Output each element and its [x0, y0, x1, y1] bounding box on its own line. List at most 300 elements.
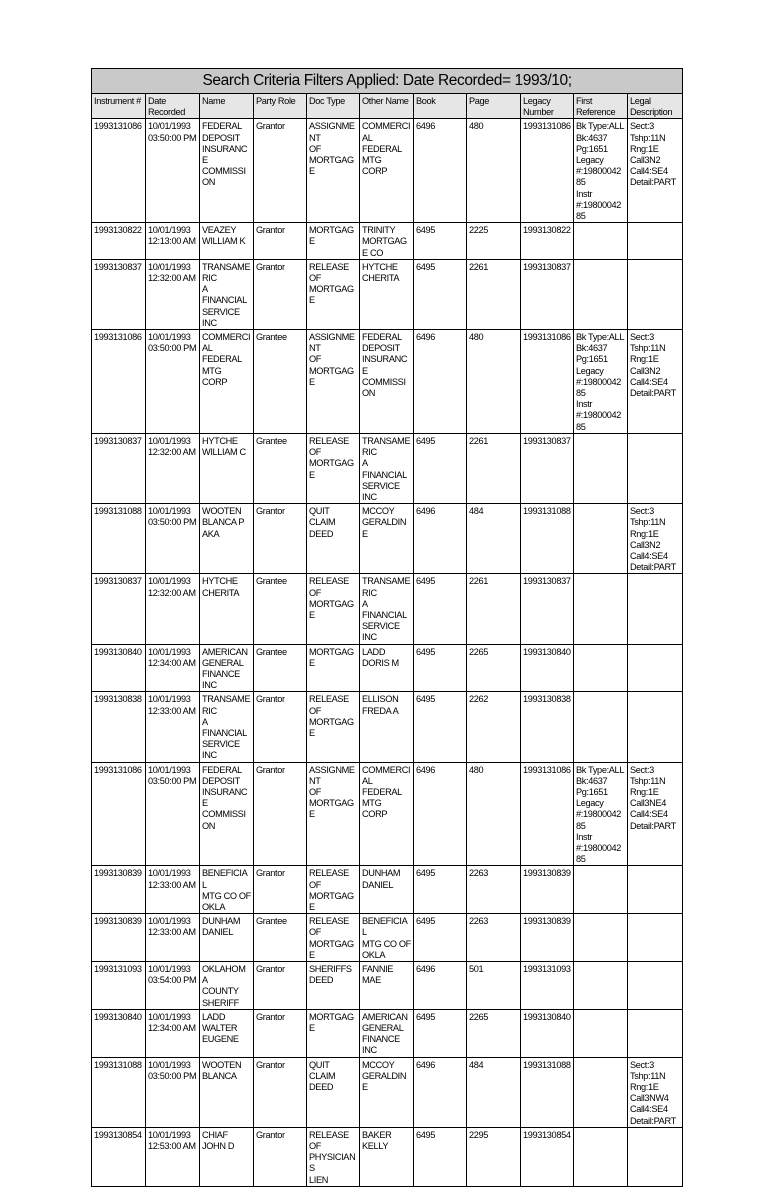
legacy-number-cell-text: 1993130838 [523, 694, 571, 705]
table-row [92, 914, 683, 962]
first-reference-cell [574, 1057, 628, 1127]
date-recorded-cell-text: 10/01/1993 12:33:00 AM [148, 694, 196, 716]
other-name-cell [360, 644, 414, 692]
first-reference-cell [574, 330, 628, 434]
legal-description-cell [628, 504, 683, 574]
instrument-number-cell [92, 433, 146, 503]
book-cell-text: 6496 [416, 964, 436, 975]
other-name-cell-text: HYTCHE CHERITA [362, 261, 400, 284]
column-header-doc-type: Doc Type [307, 94, 360, 119]
party-role-cell [254, 762, 307, 866]
instrument-number-cell-text: 1993131088 [94, 1059, 142, 1070]
other-name-cell [360, 433, 414, 503]
party-role-cell [254, 914, 307, 962]
other-name-cell [360, 692, 414, 762]
name-cell-text: FEDERAL DEPOSIT INSURANCE COMMISSION [202, 764, 248, 831]
legacy-number-cell-text: 1993131086 [523, 121, 571, 132]
name-cell-text: AMERICAN GENERAL FINANCE INC [202, 646, 248, 691]
book-cell [414, 504, 467, 574]
page-cell-text: 2262 [469, 694, 489, 705]
page-cell [467, 504, 521, 574]
party-role-cell [254, 259, 307, 329]
book-cell [414, 762, 467, 866]
name-cell [200, 1009, 254, 1057]
doc-type-cell [307, 504, 360, 574]
party-role-cell-text: Grantor [256, 261, 285, 272]
book-cell-text: 6496 [416, 506, 436, 517]
other-name-cell [360, 119, 414, 223]
legal-description-cell [628, 644, 683, 692]
party-role-cell [254, 574, 307, 644]
date-recorded-cell-text: 10/01/1993 12:34:00 AM [148, 646, 196, 668]
page-cell-text: 2263 [469, 868, 489, 879]
column-header-instrument: Instrument # [92, 94, 146, 119]
page-cell-text: 2261 [469, 261, 489, 272]
book-cell [414, 1127, 467, 1186]
column-header-other-name: Other Name [360, 94, 414, 119]
book-cell-text: 6495 [416, 435, 436, 446]
book-cell [414, 119, 467, 223]
book-cell [414, 692, 467, 762]
legal-description-cell [628, 223, 683, 260]
date-recorded-cell [146, 259, 200, 329]
legacy-number-cell [521, 1009, 574, 1057]
instrument-number-cell [92, 1127, 146, 1186]
legacy-number-cell-text: 1993130840 [523, 1011, 571, 1022]
instrument-number-cell [92, 223, 146, 260]
book-cell [414, 644, 467, 692]
party-role-cell [254, 433, 307, 503]
doc-type-cell [307, 1057, 360, 1127]
book-cell-text: 6495 [416, 576, 436, 587]
first-reference-cell-text: Bk Type:ALL Bk:4637 Pg:1651 Legacy #:1980004285 Instr #:1980004285 [576, 332, 625, 432]
legacy-number-cell-text: 1993131086 [523, 764, 571, 775]
instrument-number-cell [92, 574, 146, 644]
name-cell [200, 259, 254, 329]
date-recorded-cell-text: 10/01/1993 03:50:00 PM [148, 121, 197, 143]
party-role-cell [254, 644, 307, 692]
date-recorded-cell-text: 10/01/1993 12:32:00 AM [148, 576, 196, 598]
instrument-number-cell [92, 259, 146, 329]
table-row [92, 962, 683, 1010]
party-role-cell-text: Grantor [256, 694, 285, 705]
date-recorded-cell [146, 504, 200, 574]
doc-type-cell [307, 644, 360, 692]
party-role-cell-text: Grantor [256, 964, 285, 975]
date-recorded-cell-text: 10/01/1993 12:13:00 AM [148, 225, 196, 247]
date-recorded-cell [146, 1127, 200, 1186]
legacy-number-cell [521, 574, 574, 644]
legacy-number-cell-text: 1993131088 [523, 506, 571, 517]
party-role-cell-text: Grantor [256, 225, 285, 236]
doc-type-cell-text: SHERIFFS DEED [309, 964, 352, 986]
other-name-cell-text: BENEFICIAL MTG CO OF OKLA [362, 916, 411, 960]
instrument-number-cell-text: 1993130837 [94, 435, 142, 446]
legacy-number-cell [521, 962, 574, 1010]
date-recorded-cell-text: 10/01/1993 03:50:00 PM [148, 332, 197, 354]
date-recorded-cell [146, 1009, 200, 1057]
first-reference-cell [574, 574, 628, 644]
name-cell [200, 433, 254, 503]
table-row [92, 866, 683, 914]
party-role-cell-text: Grantor [256, 1129, 285, 1140]
name-cell [200, 962, 254, 1010]
doc-type-cell-text: RELEASE OF MORTGAGE [309, 694, 354, 738]
other-name-cell [360, 223, 414, 260]
party-role-cell [254, 1057, 307, 1127]
page-cell [467, 223, 521, 260]
page-cell [467, 644, 521, 692]
first-reference-cell [574, 504, 628, 574]
legal-description-cell [628, 1127, 683, 1186]
doc-type-cell-text: ASSIGNMENT OF MORTGAGE [309, 121, 355, 177]
name-cell-text: HYTCHE CHERITA [202, 576, 240, 598]
table-row [92, 1127, 683, 1186]
page-cell [467, 1057, 521, 1127]
page-cell-text: 484 [469, 1059, 484, 1070]
legal-description-cell [628, 574, 683, 644]
party-role-cell-text: Grantor [256, 506, 285, 517]
doc-type-cell-text: ASSIGNMENT OF MORTGAGE [309, 332, 355, 387]
party-role-cell-text: Grantee [256, 916, 287, 927]
date-recorded-cell [146, 330, 200, 434]
table-row [92, 1057, 683, 1127]
legacy-number-cell [521, 1057, 574, 1127]
other-name-cell [360, 1057, 414, 1127]
name-cell-text: WOOTEN BLANCA [202, 1059, 242, 1081]
legacy-number-cell [521, 259, 574, 329]
page-cell [467, 259, 521, 329]
page-cell-text: 2261 [469, 576, 489, 587]
date-recorded-cell-text: 10/01/1993 12:34:00 AM [148, 1011, 196, 1034]
other-name-cell-text: FANNIE MAE [362, 964, 394, 986]
legal-description-cell [628, 119, 683, 223]
book-cell [414, 433, 467, 503]
instrument-number-cell-text: 1993130839 [94, 868, 142, 879]
table-row [92, 692, 683, 762]
party-role-cell [254, 692, 307, 762]
legal-description-cell [628, 762, 683, 866]
name-cell [200, 330, 254, 434]
instrument-number-cell-text: 1993130838 [94, 694, 142, 705]
legal-description-cell [628, 259, 683, 329]
date-recorded-cell [146, 644, 200, 692]
party-role-cell-text: Grantor [256, 1059, 285, 1070]
page-cell-text: 480 [469, 121, 484, 132]
page-cell-text: 2261 [469, 435, 489, 446]
party-role-cell [254, 962, 307, 1010]
first-reference-cell [574, 259, 628, 329]
instrument-number-cell-text: 1993130840 [94, 1011, 142, 1022]
other-name-cell-text: TRANSAMERIC A FINANCIAL SERVICE INC [362, 576, 411, 643]
doc-type-cell [307, 223, 360, 260]
other-name-cell-text: TRANSAMERIC A FINANCIAL SERVICE INC [362, 435, 411, 502]
date-recorded-cell-text: 10/01/1993 03:50:00 PM [148, 764, 197, 786]
name-cell [200, 1057, 254, 1127]
date-recorded-cell [146, 762, 200, 866]
instrument-number-cell [92, 504, 146, 574]
other-name-cell [360, 1127, 414, 1186]
legacy-number-cell-text: 1993130822 [523, 225, 571, 236]
other-name-cell-text: ELLISON FREDA A [362, 694, 399, 716]
party-role-cell-text: Grantor [256, 868, 285, 879]
legacy-number-cell-text: 1993131088 [523, 1059, 571, 1070]
column-header-row [92, 94, 683, 119]
legal-description-cell-text: Sect:3 Tshp:11N Rng:1E Call3N2 Call4:SE4 Detail:PART [630, 332, 676, 399]
book-cell [414, 259, 467, 329]
doc-type-cell-text: ASSIGNMENT OF MORTGAGE [309, 764, 355, 820]
page-cell-text: 484 [469, 506, 484, 517]
column-header-book: Book [414, 94, 467, 119]
party-role-cell-text: Grantee [256, 576, 287, 587]
legal-description-cell [628, 866, 683, 914]
doc-type-cell-text: RELEASE OF MORTGAGE [309, 868, 354, 913]
party-role-cell-text: Grantee [256, 646, 287, 657]
instrument-number-cell [92, 1009, 146, 1057]
date-recorded-cell [146, 962, 200, 1010]
doc-type-cell [307, 574, 360, 644]
book-cell [414, 962, 467, 1010]
first-reference-cell [574, 119, 628, 223]
results-body [92, 119, 683, 1186]
name-cell [200, 692, 254, 762]
name-cell-text: DUNHAM DANIEL [202, 916, 241, 938]
instrument-number-cell-text: 1993130839 [94, 916, 142, 927]
doc-type-cell [307, 330, 360, 434]
date-recorded-cell [146, 574, 200, 644]
page-cell-text: 2265 [469, 646, 489, 657]
page-cell [467, 866, 521, 914]
instrument-number-cell [92, 119, 146, 223]
first-reference-cell-text: Bk Type:ALL Bk:4637 Pg:1651 Legacy #:1980004285 Instr #:1980004285 [576, 764, 625, 865]
first-reference-cell [574, 914, 628, 962]
legacy-number-cell-text: 1993130839 [523, 868, 571, 879]
other-name-cell-text: LADD DORIS M [362, 646, 399, 668]
first-reference-cell [574, 692, 628, 762]
table-row [92, 762, 683, 866]
instrument-number-cell-text: 1993131086 [94, 332, 142, 343]
table-row [92, 574, 683, 644]
legal-description-cell [628, 962, 683, 1010]
legal-description-cell [628, 1009, 683, 1057]
date-recorded-cell-text: 10/01/1993 12:32:00 AM [148, 435, 196, 458]
book-cell-text: 6495 [416, 225, 436, 236]
doc-type-cell [307, 119, 360, 223]
other-name-cell [360, 259, 414, 329]
book-cell [414, 330, 467, 434]
legacy-number-cell [521, 644, 574, 692]
first-reference-cell [574, 762, 628, 866]
results-table [91, 68, 683, 1187]
legacy-number-cell-text: 1993130839 [523, 916, 571, 927]
page-cell-text: 480 [469, 764, 484, 775]
other-name-cell-text: TRINITY MORTGAGE CO [362, 225, 407, 258]
other-name-cell-text: FEDERAL DEPOSIT INSURANCE COMMISSION [362, 332, 408, 399]
legal-description-cell [628, 1057, 683, 1127]
other-name-cell-text: MCCOY GERALDINE [362, 506, 407, 539]
column-header-first-reference: First Reference [574, 94, 628, 119]
date-recorded-cell-text: 10/01/1993 03:54:00 PM [148, 964, 197, 986]
date-recorded-cell [146, 1057, 200, 1127]
doc-type-cell-text: RELEASE OF PHYSICIANS LIEN [309, 1129, 356, 1185]
other-name-cell [360, 504, 414, 574]
instrument-number-cell-text: 1993130837 [94, 576, 142, 587]
other-name-cell [360, 1009, 414, 1057]
legal-description-cell [628, 692, 683, 762]
name-cell [200, 223, 254, 260]
legal-description-cell [628, 433, 683, 503]
legacy-number-cell [521, 692, 574, 762]
column-header-legacy-number: Legacy Number [521, 94, 574, 119]
legacy-number-cell [521, 1127, 574, 1186]
legal-description-cell-text: Sect:3 Tshp:11N Rng:1E Call3NW4 Call4:SE4 Detail:PART [630, 1059, 676, 1126]
other-name-cell [360, 762, 414, 866]
doc-type-cell [307, 914, 360, 962]
page-cell [467, 1127, 521, 1186]
column-header-name: Name [200, 94, 254, 119]
page-cell-text: 2263 [469, 916, 489, 927]
legacy-number-cell [521, 330, 574, 434]
instrument-number-cell-text: 1993131086 [94, 121, 142, 132]
doc-type-cell-text: QUIT CLAIM DEED [309, 1059, 336, 1093]
party-role-cell [254, 504, 307, 574]
book-cell-text: 6496 [416, 764, 436, 775]
legacy-number-cell-text: 1993130837 [523, 576, 571, 587]
party-role-cell [254, 1009, 307, 1057]
page-cell-text: 2265 [469, 1011, 489, 1022]
name-cell-text: CHIAF JOHN D [202, 1129, 235, 1152]
page-cell [467, 762, 521, 866]
book-cell-text: 6495 [416, 261, 436, 272]
doc-type-cell-text: RELEASE OF MORTGAGE [309, 916, 354, 960]
legacy-number-cell [521, 866, 574, 914]
instrument-number-cell [92, 330, 146, 434]
legal-description-cell [628, 330, 683, 434]
date-recorded-cell [146, 866, 200, 914]
date-recorded-cell-text: 10/01/1993 12:32:00 AM [148, 261, 196, 284]
doc-type-cell-text: MORTGAGE [309, 646, 354, 668]
doc-type-cell [307, 866, 360, 914]
column-header-page: Page [467, 94, 521, 119]
doc-type-cell-text: QUIT CLAIM DEED [309, 506, 336, 539]
doc-type-cell-text: RELEASE OF MORTGAGE [309, 435, 354, 480]
other-name-cell-text: BAKER KELLY [362, 1129, 392, 1152]
legacy-number-cell [521, 914, 574, 962]
book-cell-text: 6496 [416, 121, 436, 132]
party-role-cell-text: Grantee [256, 332, 287, 343]
book-cell [414, 574, 467, 644]
name-cell-text: TRANSAMERIC A FINANCIAL SERVICE INC [202, 694, 251, 761]
table-row [92, 330, 683, 434]
page-cell [467, 1009, 521, 1057]
column-header-party-role: Party Role [254, 94, 307, 119]
legacy-number-cell-text: 1993130840 [523, 646, 571, 657]
table-row [92, 644, 683, 692]
instrument-number-cell [92, 962, 146, 1010]
first-reference-cell [574, 1009, 628, 1057]
instrument-number-cell [92, 914, 146, 962]
legacy-number-cell [521, 762, 574, 866]
name-cell-text: FEDERAL DEPOSIT INSURANCE COMMISSION [202, 121, 248, 188]
book-cell-text: 6495 [416, 646, 436, 657]
page-cell-text: 480 [469, 332, 484, 343]
other-name-cell-text: DUNHAM DANIEL [362, 868, 401, 890]
other-name-cell [360, 866, 414, 914]
other-name-cell-text: MCCOY GERALDINE [362, 1059, 407, 1093]
first-reference-cell [574, 962, 628, 1010]
instrument-number-cell-text: 1993130854 [94, 1129, 142, 1140]
instrument-number-cell [92, 644, 146, 692]
other-name-cell-text: AMERICAN GENERAL FINANCE INC [362, 1011, 408, 1056]
name-cell-text: BENEFICIAL MTG CO OF OKLA [202, 868, 251, 913]
first-reference-cell-text: Bk Type:ALL Bk:4637 Pg:1651 Legacy #:1980004285 Instr #:1980004285 [576, 121, 625, 222]
party-role-cell-text: Grantor [256, 1011, 285, 1022]
doc-type-cell-text: MORTGAGE [309, 225, 354, 247]
page-cell [467, 962, 521, 1010]
doc-type-cell [307, 259, 360, 329]
instrument-number-cell-text: 1993130822 [94, 225, 142, 236]
other-name-cell [360, 330, 414, 434]
legacy-number-cell [521, 504, 574, 574]
book-cell-text: 6495 [416, 916, 436, 927]
doc-type-cell-text: RELEASE OF MORTGAGE [309, 576, 354, 620]
date-recorded-cell-text: 10/01/1993 12:33:00 AM [148, 916, 196, 938]
other-name-cell-text: COMMERCIAL FEDERAL MTG CORP [362, 764, 411, 820]
page-cell [467, 574, 521, 644]
book-cell [414, 1057, 467, 1127]
instrument-number-cell [92, 762, 146, 866]
legacy-number-cell-text: 1993130837 [523, 435, 571, 446]
name-cell [200, 1127, 254, 1186]
legacy-number-cell-text: 1993131086 [523, 332, 571, 343]
name-cell-text: LADD WALTER EUGENE [202, 1011, 239, 1045]
book-cell [414, 1009, 467, 1057]
book-cell-text: 6495 [416, 868, 436, 879]
legal-description-cell-text: Sect:3 Tshp:11N Rng:1E Call3N2 Call4:SE4 Detail:PART [630, 121, 676, 188]
first-reference-cell [574, 1127, 628, 1186]
doc-type-cell-text: RELEASE OF MORTGAGE [309, 261, 354, 306]
page-cell [467, 692, 521, 762]
name-cell [200, 644, 254, 692]
book-cell [414, 223, 467, 260]
page-cell [467, 119, 521, 223]
party-role-cell-text: Grantor [256, 121, 285, 132]
date-recorded-cell-text: 10/01/1993 03:50:00 PM [148, 506, 197, 528]
date-recorded-cell [146, 119, 200, 223]
legacy-number-cell [521, 433, 574, 503]
legacy-number-cell-text: 1993131093 [523, 964, 571, 975]
column-header-legal-description: Legal Description [628, 94, 683, 119]
book-cell-text: 6496 [416, 332, 436, 343]
instrument-number-cell-text: 1993131088 [94, 506, 142, 517]
column-header-date-recorded: Date Recorded [146, 94, 200, 119]
report-title: Search Criteria Filters Applied: Date Recorded= 1993/10; [92, 69, 683, 94]
other-name-cell-text: COMMERCIAL FEDERAL MTG CORP [362, 121, 411, 177]
party-role-cell [254, 330, 307, 434]
doc-type-cell [307, 433, 360, 503]
legacy-number-cell [521, 119, 574, 223]
party-role-cell-text: Grantee [256, 435, 287, 446]
page-cell-text: 501 [469, 964, 484, 975]
instrument-number-cell [92, 866, 146, 914]
instrument-number-cell [92, 1057, 146, 1127]
book-cell-text: 6495 [416, 1011, 436, 1022]
other-name-cell [360, 914, 414, 962]
doc-type-cell-text: MORTGAGE [309, 1011, 354, 1034]
book-cell-text: 6495 [416, 694, 436, 705]
name-cell [200, 574, 254, 644]
page-cell [467, 330, 521, 434]
